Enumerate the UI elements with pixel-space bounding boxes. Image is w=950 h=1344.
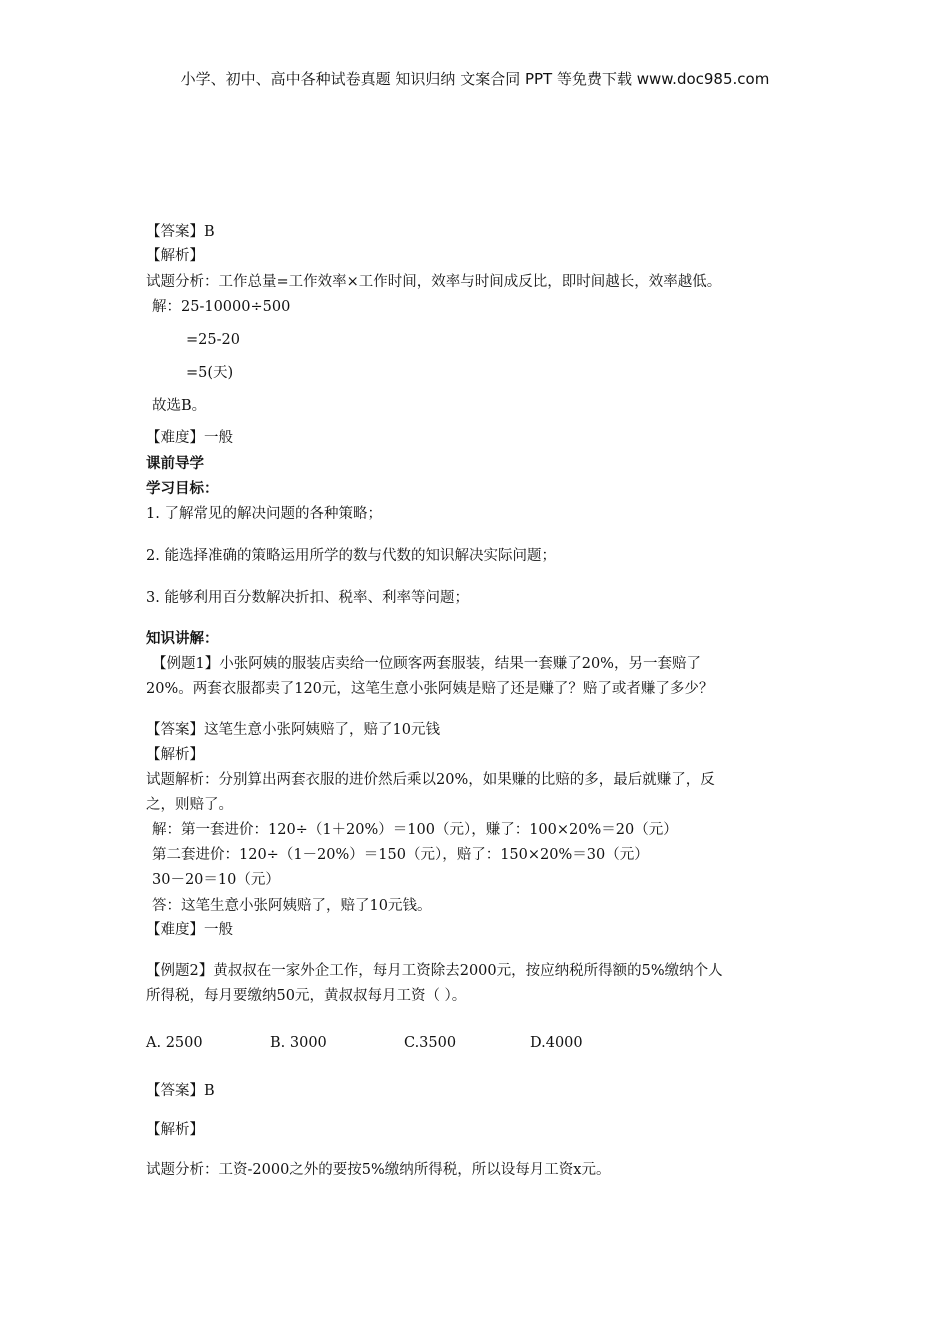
ex2-option-c: C.3500: [404, 1035, 457, 1051]
q0-solution-2: =25-20: [186, 332, 240, 348]
ex1-solution-3: 30－20＝10（元）: [152, 872, 280, 888]
ex2-option-d: D.4000: [530, 1035, 583, 1051]
goal-2: 2. 能选择准确的策略运用所学的数与代数的知识解决实际问题；: [146, 548, 556, 564]
ex1-question-line-1: 【例题1】小张阿姨的服装店卖给一位顾客两套服装，结果一套赚了20%，另一套赔了: [152, 656, 701, 672]
ex1-analysis-line-2: 之，则赔了。: [146, 797, 233, 813]
ex1-difficulty: 【难度】一般: [146, 922, 233, 938]
ex2-question-line-2: 所得税，每月要缴纳50元，黄叔叔每月工资（ ）。: [146, 988, 467, 1004]
ex1-solution-1: 解：第一套进价：120÷（1＋20%）＝100（元），赚了：100×20%＝20（元）: [152, 822, 678, 838]
goals-title: 学习目标：: [146, 481, 219, 497]
ex2-analysis-label: 【解析】: [146, 1122, 204, 1138]
ex2-option-b: B. 3000: [270, 1035, 327, 1051]
ex2-question-line-1: 【例题2】黄叔叔在一家外企工作，每月工资除去2000元，按应纳税所得额的5%缴纳个人: [146, 963, 723, 979]
q0-analysis: 试题分析：工作总量=工作效率×工作时间，效率与时间成反比，即时间越长，效率越低。: [146, 274, 722, 290]
q0-difficulty: 【难度】一般: [146, 430, 233, 446]
ex2-analysis: 试题分析：工资-2000之外的要按5%缴纳所得税，所以设每月工资x元。: [146, 1162, 611, 1178]
q0-answer: 【答案】B: [146, 224, 215, 240]
ex1-answer: 【答案】这笔生意小张阿姨赔了，赔了10元钱: [146, 722, 440, 738]
q0-analysis-label: 【解析】: [146, 248, 204, 264]
ex2-answer: 【答案】B: [146, 1083, 215, 1099]
q0-solution-3: =5(天): [186, 365, 234, 381]
ex1-question-line-2: 20%。两套衣服都卖了120元，这笔生意小张阿姨是赔了还是赚了？赔了或者赚了多少？: [146, 681, 714, 697]
ex1-solution-2: 第二套进价：120÷（1－20%）＝150（元），赔了：150×20%＝30（元）: [152, 847, 649, 863]
page-header: 小学、初中、高中各种试卷真题 知识归纳 文案合同 PPT 等免费下载 www.doc985.com: [180, 70, 770, 88]
ex1-solution-4: 答：这笔生意小张阿姨赔了，赔了10元钱。: [152, 898, 432, 914]
knowledge-title: 知识讲解：: [146, 631, 219, 647]
preview-title: 课前导学: [146, 456, 204, 472]
ex2-option-a: A. 2500: [146, 1035, 203, 1051]
q0-solution-1: 解：25-10000÷500: [152, 299, 291, 315]
goal-1: 1. 了解常见的解决问题的各种策略；: [146, 506, 382, 522]
ex1-analysis-label: 【解析】: [146, 747, 204, 763]
q0-conclusion: 故选B。: [152, 398, 207, 414]
ex1-analysis-line-1: 试题解析：分别算出两套衣服的进价然后乘以20%，如果赚的比赔的多，最后就赚了，反: [146, 772, 715, 788]
ex2-options: [146, 1033, 583, 1053]
goal-3: 3. 能够利用百分数解决折扣、税率、利率等问题；: [146, 590, 469, 606]
